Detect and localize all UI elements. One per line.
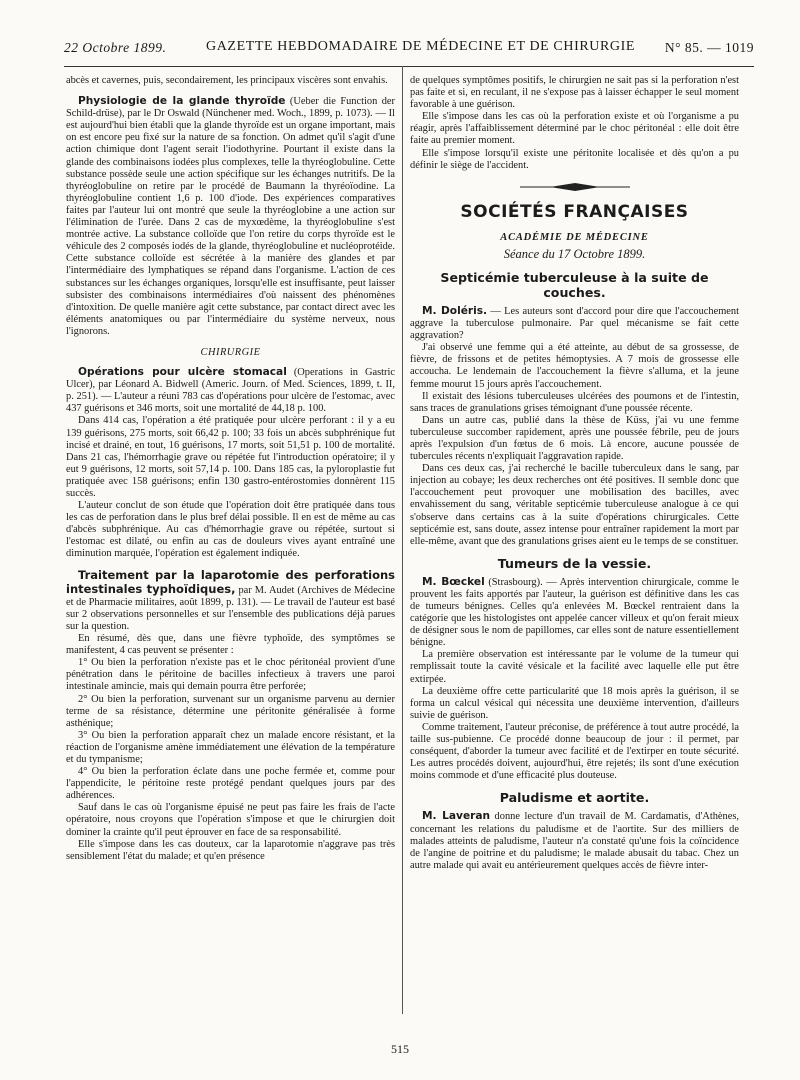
paragraph [410,576,739,650]
report-text: — Les auteurs sont d'accord pour dire que l'accouchement aggrave la tuberculose pulmonaire. Par quel mécanisme se fait cette aggravation? [410,305,739,342]
report-heading: Tumeurs de la vessie. [497,555,652,571]
article-physiologie [66,95,395,338]
report-text: (Strasbourg). — Après intervention chirurgicale, comme le prouvent les faits apportés par l'auteur, la guérison est définitive dans les cas de tumeurs bénignes. Celles qu'a enlevées M. Bœckel rentraient dans la catégorie que les histologistes ont appelée cancer villeux et qu'on ferait mieux de désigner sous le nom de papillomes, car elles sont de nature essentiellement bénigne. [410,576,739,649]
report-heading: Paludisme et aortite. [499,790,650,806]
speaker: M. Laveran [422,810,491,823]
header-rule [64,66,754,67]
report-heading: Septicémie tuberculeuse à la suite de couches. [440,269,709,300]
speaker: M. Doléris. [422,304,488,317]
section-heading-chirurgie: CHIRURGIE [200,346,261,358]
paragraph: Sauf dans le cas où l'organisme épuisé ne peut pas faire les frais de l'acte opératoire, nous croyons que l'opération s'impose et que le chirurgien doit dominer la crainte qu'il peut éprouver en face de sa responsabilité. [66,802,395,838]
section-title: SOCIÉTÉS FRANÇAISES [460,201,689,222]
paragraph: La première observation est intéressante par le volume de la tumeur qui remplissait toute la cavité vésicale et la facilité avec laquelle elle put être extirpée. [410,649,739,685]
paragraph: Elle s'impose dans les cas où la perforation existe et où l'organisme a pu réagir, après l'affaiblissement déterminé par le choc péritonéal : elle doit être faite au premier moment. [410,111,739,147]
paragraph: En résumé, dès que, dans une fièvre typhoïde, des symptômes se manifestent, 4 cas peuvent se présenter : [66,633,395,657]
article-text: par M. Audet (Archives de Médecine et de Pharmacie militaires, août 1899, p. 131). — Le travail de l'auteur est basé sur 2 observations personnelles et sur l'ensemble des publications déjà parues sur la question. [66,584,396,632]
article-title: Opérations pour ulcère stomacal [78,366,287,379]
paragraph: J'ai observé une femme qui a été atteinte, au début de sa grossesse, de fièvre, de frissons et de petites hémoptysies. A 7 mois de grossesse elle accoucha. Le lendemain de l'accouchement la fièvre s'alluma, et la jeune femme mourut 15 jours après l'accouchement. [410,342,739,390]
paragraph: La deuxième offre cette particularité que 18 mois après la guérison, il se forma un calcul vésical qui nécessita une deuxième intervention, d'ailleurs suivie de guérison. [410,685,739,721]
paragraph: Il existait des lésions tuberculeuses ulcérées des poumons et de l'intestin, sans traces de granulations grises témoignant d'une poussée récente. [410,390,739,414]
issue-number: N° 85. — 1019 [664,40,754,55]
paragraph [410,305,739,342]
running-header [64,36,754,58]
article-ulcere [66,366,395,415]
article-title: Physiologie de la glande thyroïde [78,95,286,108]
paragraph: 3° Ou bien la perforation apparaît chez un malade encore résistant, et la réaction de l'organisme amène immédiatement une élévation de la température et du tympanisme; [66,729,395,765]
ornament-icon [520,182,630,192]
paragraph: 2° Ou bien la perforation, survenant sur un organisme parvenu au dernier terme de sa résistance, détermine une péritonite généralisée à forme asthénique; [66,693,395,729]
issue-date: 22 Octobre 1899. [64,40,167,55]
paragraph: L'auteur conclut de son étude que l'opération doit être pratiquée dans tous les cas de perforation dans le plus bref délai possible. Il en est de même au cas d'abcès subphrénique. Au cas d'hémorrhagie grave ou répétée, surtout si l'estomac est dilaté, ou enfin au cas de douleurs vives ayant entraîné une diminution marquée, l'opération est également indiquée. [66,500,395,560]
article-title: Traitement par la laparotomie des perforations intestinales typhoïdiques, [66,567,395,596]
session-date: Séance du 17 Octobre 1899. [503,246,646,261]
article-laparotomie [66,569,395,633]
article-text: (Operations in Gastric Ulcer), par Léonard A. Bidwell (Americ. Journ. of Med. Sciences, 1899, t. II, p. 251). — L'auteur a réuni 783 cas d'opérations pour ulcère de l'estomac, avec 437 guérisons et 346 morts, soit une mortalité de 44,18 p. 100. [66,367,395,415]
journal-title: GAZETTE HEBDOMADAIRE DE MÉDECINE ET DE CHIRURGIE [206,39,636,54]
paragraph: Dans 414 cas, l'opération a été pratiquée pour ulcère perforant : il y a eu 139 guérisons, 275 morts, soit 66,42 p. 100; 33 fois un abcès subphrénique fut incisé et drainé, en tout, 16 guérisons, 17 morts, soit 51,51 p. 100 de mortalité. Dans 21 cas, l'hémorrhagie grave ou répétée fut l'introduction opératoire; il y eut 9 guérisons, 12 morts, soit 57,14 p. 100. Dans 185 cas, la pyloroplastie fut pratiquée avec 158 guérisons; enfin 130 gastro-entérostomies donnèrent 115 succès. [66,415,395,499]
page-number: 515 [391,1042,409,1056]
left-column [66,75,395,863]
column-divider [402,66,403,1014]
report-text: donne lecture d'un travail de M. Cardamatis, d'Athènes, concernant les relations du paludisme et de l'aortite. Sur des milliers de malades atteints de paludisme, l'auteur n'a constaté qu'une fois la coïncidence de l'angine de poitrine et du paludisme; le malade abusait du tabac. Chez un autre malade qui avait eu antérieurement quelques accès de fièvre inter- [410,811,739,871]
paragraph: Dans ces deux cas, j'ai recherché le bacille tuberculeux dans le sang, par injection au cobaye; les deux recherches ont été positives. Il semble donc que l'accouchement peut provoquer une mobilisation des bacilles, avec envahissement du sang, véritable septicémie tuberculeuse analogue à ce qui s'observe dans certains cas à la suite d'opérations chirurgicales. Cette septicémie est, sans doute, assez intense pour entraîner rapidement la mort par elle-même, avant que des granulations grises aient eu le temps de se constituer. [410,463,739,547]
society-name: ACADÉMIE DE MÉDECINE [500,231,649,243]
paragraph: Elle s'impose dans les cas douteux, car la laparotomie n'aggrave pas très sensiblement l'état du malade; et qu'en présence [66,838,395,862]
paragraph: de quelques symptômes positifs, le chirurgien ne sait pas si la perforation n'est pas faite et si, en reculant, il ne s'expose pas à laisser échapper le seul moment favorable à une guérison. [410,75,739,111]
paragraph: Dans un autre cas, publié dans la thèse de Küss, j'ai vu une femme tuberculeuse succomber rapidement, après une poussée fébrile, peu de jours après l'expulsion d'un fœtus de 6 mois. Là encore, aucune poussée de tubercules récents n'expliquait l'aggravation rapide. [410,414,739,463]
paragraph: 4° Ou bien la perforation éclate dans une poche fermée et, comme pour l'appendicite, le péritoine reste protégé pendant quelques jours par des adhérences. [66,766,395,802]
paragraph: Elle s'impose lorsqu'il existe une péritonite localisée et dès qu'on a pu définir le siège de l'accident. [410,147,739,171]
paragraph: abcès et cavernes, puis, secondairement, les principaux viscères sont envahis. [66,75,388,86]
paragraph: 1° Ou bien la perforation n'existe pas et le choc péritonéal provient d'une pénétration dans le péritoine de bacilles infectieux à travers une paroi intestinale amincie, mais qui demain pourra être perforée; [66,657,395,693]
ornament-divider [410,182,739,192]
speaker: M. Bœckel [422,575,485,588]
article-text: (Ueber die Function der Schild-drüse), par le Dr Oswald (Nünchener med. Woch., 1899, p. 1073). — Il est aujourd'hui bien établi que la glande thyroïde est un organe important, mais on est encore peu fixé sur la nature de sa fonction. On admet qu'il s'agit d'une action chimique dont l'agent serait l'iodothyrine. Pourtant il existe dans la glande des combinaisons iodées plus complexes, telle la thyréoglobuline. Cette substance possède seule une action spécifique sur les échanges nutritifs. De la thyréoglobuline on retire par le procédé de Baumann la thyréoïodine. La thyréoglobuline contient 1,6 p. 100 d'iode. Des expériences comparatives faites par l'auteur lui ont montré que seule la thyréoglobine a une action sur l'élimination de l'urée. Dans 2 cas de myxœdème, la thyréoglobuline s'est montrée active. La substance colloïde que l'on retire du corps thyroïde est le véhicule des 2 composés iodés de la glande, thyréoglobuline et nucléoprotéide. Cette substance colloïde est sécrétée à la manière des glandes et par l'intermédiaire des lymphatiques se répand dans l'organisme. L'action de ces substances sur les échanges organiques, lorsqu'elle est insuffisante, peut laisser subsister des combinaisons intermédiaires d'où naissent des phénomènes d'intoxition. De quelle manière agit cette substance, par contact direct avec les éléments anatomiques ou par l'intermédiaire du système nerveux, nous l'ignorons. [66,96,395,337]
right-column [410,75,739,872]
paragraph: Comme traitement, l'auteur préconise, de préférence à tout autre procédé, la taille sus-pubienne. Ce procédé donne beaucoup de jour : il permet, par conséquent, d'aborder la tumeur avec facilité et de l'extirper en toute sécurité. Les autres procédés doivent, aujourd'hui, être rejetés; ils sont d'une exécution moins commode et d'une efficacité plus douteuse. [410,721,739,782]
paragraph [410,810,739,871]
